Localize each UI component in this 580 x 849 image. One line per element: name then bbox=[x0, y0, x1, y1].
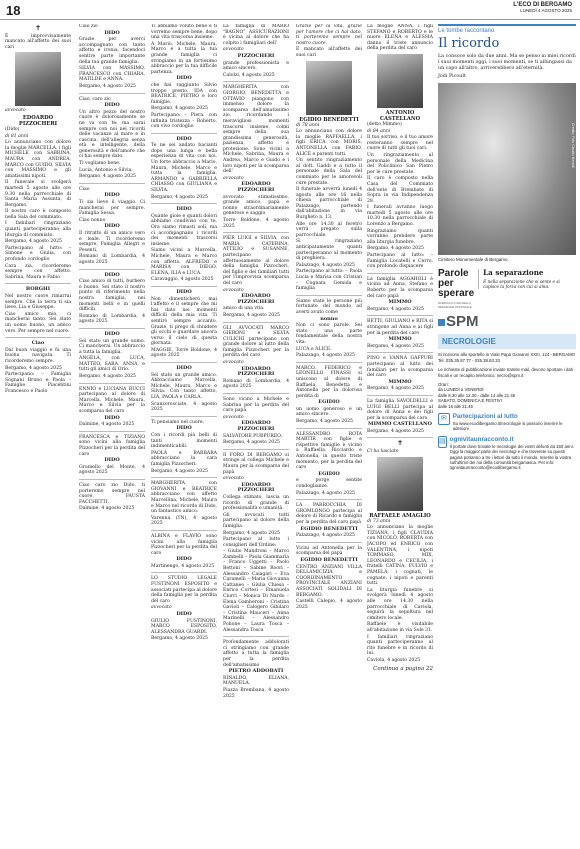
divider bbox=[151, 286, 217, 287]
notice-text: Siamo vicini a Marcella, Michele, Maura e Marco con affetto. ALFREDO e MARISA con DIEGO, ELENA, ILIA e LUCA. bbox=[151, 248, 217, 276]
divider bbox=[296, 542, 362, 543]
info-line: dalle 16 alle 21.45 bbox=[438, 403, 473, 409]
notice-name: nonno bbox=[320, 315, 338, 322]
divider bbox=[151, 572, 217, 573]
divider bbox=[151, 362, 217, 363]
notice-text: Ciao zio bbox=[79, 24, 98, 29]
notice-date: Romano di Lombardia, 4 agosto 2025 bbox=[79, 254, 145, 265]
notice-text: Quante gioie e quanti dolori abbiamo condiviso con te. Ora siamo rimasti soli, ma ci accompagnano i ricordi dei momenti trascorsi insieme. bbox=[151, 213, 217, 247]
title-label: avvocato bbox=[223, 287, 244, 293]
envelope-icon: ✉ bbox=[438, 413, 450, 425]
info-line: da LUNEDÌ a VENERDÌ bbox=[438, 387, 484, 393]
notice-text: La famiglia di MARIO "BAGNO" ASSICURAZIONI è vicina al dolore che ha colpito i famigliari dell' bbox=[223, 24, 289, 46]
notice-name: MIMMO bbox=[388, 336, 412, 343]
notice-date: Calolzi, 4 agosto 2025 bbox=[223, 72, 275, 78]
notice-name: EGIDIO bbox=[318, 470, 340, 477]
parole-subtitle: RUBRICA A CURA DELLA REDAZIONE PASTORALE bbox=[438, 301, 472, 310]
notice-date: Bergamo, 4 agosto 2025 bbox=[223, 312, 280, 318]
divider bbox=[223, 232, 289, 233]
column-3 bbox=[151, 24, 217, 844]
notice-text: Il nostro caro è composto nella Sala del commiato. bbox=[5, 209, 71, 220]
notice-text: Partecipano: – Piera, con infinita tristezza – Roberto, con vivo cordoglio bbox=[151, 112, 217, 130]
notice-name: DIDO bbox=[104, 330, 120, 337]
divider bbox=[223, 81, 289, 82]
column-6 bbox=[367, 24, 433, 846]
divider bbox=[296, 362, 362, 363]
notice-text: FRANCESCA e TIZIANO sono vicini alla famiglia Pizzocheri per la perdita del caro bbox=[79, 434, 145, 457]
notice-text: Dal buon viaggio e fa una buona navigata. Ti ricorderemo sempre. bbox=[5, 347, 71, 364]
notice-text: Ringraziamo quanti vorranno prendere parte alla liturgia funebre. bbox=[367, 228, 433, 245]
notice-text: LUCA e ALICE. bbox=[296, 346, 332, 352]
age: di 73 anni bbox=[367, 518, 391, 524]
notice-text: ALBINA e FLAVIO sono vicini alla famiglia Pizzocheri per la perdita del caro bbox=[151, 533, 217, 556]
notice-intro: È mancato all'affetto dei suoi cari bbox=[296, 47, 362, 58]
notice-text: grande professionista e amico sincero. bbox=[223, 60, 289, 72]
notice-text: Ti vogliamo bene. bbox=[79, 161, 121, 167]
notice-text: PAOLA e BARBARA abbracciano la cara famiglia Pizzocheri. bbox=[151, 450, 217, 467]
notice-date: Romano di Lombardia, 4 agosto 2025 bbox=[79, 313, 145, 325]
notice-name: EDOARDO PIZZOCHERI bbox=[237, 481, 275, 494]
promo-text: Su www.ecodibergamo.it/necrologie si possono inserire le adesioni bbox=[452, 421, 563, 432]
deceased-photo bbox=[15, 52, 61, 106]
divider bbox=[79, 328, 145, 329]
divider bbox=[223, 393, 289, 394]
notice-text: RINALDO, ELIANA, MANUELA. bbox=[223, 675, 289, 687]
notice-text: LO STUDIO LEGALE FUSTINONI ESPOSITO e associati partecipa al dolore della famiglia per la perdita del caro bbox=[151, 576, 217, 604]
notice-date: Bergamo, 4 agosto 2025 bbox=[367, 428, 424, 434]
notice-date: Bergamo, 4 agosto 2025 bbox=[79, 374, 136, 380]
notice-text: avvocato stimatissimo, grande amico, papà e nonno straordinariamente generoso e saggio. bbox=[223, 194, 289, 217]
notice-date: Bergamo, 4 agosto 2025 bbox=[151, 106, 208, 112]
notice-name: EDOARDO PIZZOCHERI bbox=[237, 365, 275, 378]
notice-date: Bergamo, 4 agosto 2025 bbox=[79, 174, 136, 180]
notice-text: Sei stato un grande uomo. Ci mancherai. Un abbraccio a tutta la famiglia. bbox=[79, 338, 145, 355]
notice-date: Bergamo, 4 agosto 2025 bbox=[223, 530, 280, 536]
notice-date: Caviola, 4 agosto 2025 bbox=[367, 657, 421, 663]
spm-logo-text: SPM bbox=[446, 313, 479, 331]
notice-text: La famiglia SAVOLDELLI e LUIGI BELLI partecipa al dolore di Anna e dei figli per la scomparsa del caro bbox=[367, 398, 433, 421]
parole-title: Parole per sperare bbox=[438, 268, 475, 300]
info-line: Le richieste di pubblicazione inviate tramite mail, devono riportare i dati fiscali e un recapito telefonico: necro@spm.it bbox=[438, 367, 573, 378]
notice-text: Partecipano al lutto: – Paola Lucia e Marisa con Cristian – Cognata Gemida e famiglia bbox=[296, 269, 362, 292]
notice-date: Bergamo, 4 agosto 2025 bbox=[5, 239, 62, 245]
notice-text: CENTRO ANZIANI VILLA DELLAMICIZIA e COORDINAMENTO PROVINCIALE ANZIANI ASSOCIATI SOLIDALI DI BERGAMO. bbox=[296, 564, 362, 598]
notice-text: Raffaele è visitabile all'abitazione in via Sole 31. bbox=[367, 622, 433, 633]
cemetery-photo bbox=[438, 83, 576, 255]
nickname: (detto Mimmo) bbox=[367, 121, 402, 127]
notice-text: Partecipano: – Famiglia Sognani Bruno e Paola – Famiglie Piacentini Francesco e Paolo bbox=[5, 372, 71, 394]
contact-info bbox=[438, 352, 576, 409]
info-line: Tel. 035.35.87.77 - 035.38.63.33 bbox=[438, 357, 500, 363]
notice-text: Te ne sei andato bacianti dopo una lunga e bella esperienza di vita con noi. Un forte abbraccio a Mario, Maura, Michele, Marco e tutta la famiglia. ARMANDO e GABRIELLA CHIASSO con GIULIANA e SILVIA. bbox=[151, 143, 217, 194]
promo-title: Partecipazioni al lutto bbox=[452, 413, 518, 421]
notice-text: Sei stato un grande amico. Abbracciamo Marcella, Michele, Maura, Marco e Silvia. Con tanto affetto, LIA, PAOLA e CARLA. bbox=[151, 372, 217, 401]
notice-text: Lo annunciano con dolore la moglie MARCELLA, i figli MICHELE con SABRINA, MAURA con ANDREA, MARCO con GUIDO, SILVIA con MASSIMO e gli amatissimi nipoti. bbox=[5, 140, 71, 179]
divider bbox=[5, 337, 71, 338]
title-label: avvocato bbox=[223, 476, 244, 482]
notice-text: La liturgia funebre si svolgerà lunedì 4 agosto alle ore 14.30 nella parrocchiale di Caviola, seguirà la sepoltura nel cimitero locale. bbox=[367, 587, 433, 621]
title-label: avvocato bbox=[151, 605, 172, 611]
notice-text: Siamo state le persone più fortunate del mondo ad averti avuto come bbox=[296, 298, 362, 315]
notice-text: Partecipano al lutto: – Simone e Giulia, con profondo cordoglio bbox=[5, 245, 71, 263]
notice-text: Ciao amico mio, ci mancherai tanto. Sei stato un uomo buono, un amico vero. Per sempre nel cuore. bbox=[5, 311, 71, 334]
notice-quote: Grazie per la vita, grazie per l'amore che ci hai dato, ti porteremo sempre nel nostro cuore. bbox=[296, 24, 362, 46]
section-title: Il ricordo bbox=[438, 36, 500, 51]
notice-name: BORGHI bbox=[25, 286, 51, 293]
info-line: Orari: bbox=[438, 382, 449, 388]
notice-text: Ciao amico di tutti, burbero e buono. Sei stato il nostro punto di riferimento nella nostra famiglia, nei momenti belli e in quelli difficili. bbox=[79, 279, 145, 313]
notice-text: Ciao bbox=[79, 186, 90, 192]
notice-text: A Mario, Michele, Maura, Marco e a tutta la tua grande famiglia ci stringiamo in un fortissimo abbraccio per la tua difficile partenza. bbox=[151, 41, 217, 75]
notice-text: GIULIO FUSTINONI, MARCO ESPOSITO, ALESSANDRA GUARDI. bbox=[151, 618, 217, 635]
notice-date: Dalmine, 4 agosto 2025 bbox=[79, 506, 135, 512]
notice-name: EDOARDO PIZZOCHERI bbox=[237, 181, 275, 194]
notice-date: Martinengo, 4 agosto 2025 bbox=[151, 563, 215, 569]
spm-logo bbox=[438, 313, 576, 330]
divider bbox=[79, 269, 145, 270]
divider bbox=[151, 203, 217, 204]
promo-text: Il portale dove trovate le necrologie dei vostri defunti da 150 anni. Oggi la maggior parte dei necrologi e che troverete su questi pagina potranno a tre i lettori da tutto il mondo. Inserite la vostra sull'ultimo dei noi della comunità bergamasca. Per info: ognivitaunracconto@ecodibergamo.it bbox=[449, 443, 574, 471]
notice-text: Gli avvocati tutti partecipano al dolore della famiglia. bbox=[223, 512, 289, 529]
section-kicker: Le tombe raccontano bbox=[438, 24, 576, 34]
deceased-name: EDOARDO PIZZOCHERI bbox=[18, 114, 58, 127]
notice-text: Vicini ad Antonella per la scomparsa del papà bbox=[296, 545, 362, 557]
deceased-photo bbox=[377, 457, 423, 511]
notice-name: MIMMO bbox=[388, 299, 412, 306]
notice-date: Varenna (TN), 4 agosto 2025 bbox=[151, 515, 217, 527]
notice-text: BETTI, GIULIANO e RITA si stringono ad Anna e ai figli per la perdita del caro bbox=[367, 319, 433, 336]
notice-text: Ti abbiamo voluto bene e ti vorremo sempre bene, dopo una vita trascorsa insieme. bbox=[151, 24, 217, 41]
notice-date: Palazzago, 4 agosto 2025 bbox=[296, 533, 355, 539]
notice-text: GLI AVVOCATI MARCO GIERONI e SILVIA CULICHI partecipano con grande dolore al lutto della famiglia Pizzocheri per la perdita del caro bbox=[223, 325, 289, 359]
notice-text: PIER LUIGI e SILVIA, con MARIA CATERINA, ATTILIO e SUSANNE, partecipano affettuosamente al dolore della famiglia Pizzocheri, del figlio e dei familiari tutti per l'improvvisa scomparsa del caro bbox=[223, 236, 289, 286]
title-label: avvocato bbox=[5, 108, 26, 114]
age: di 81 anni bbox=[5, 133, 29, 139]
notice-name: DIDO bbox=[104, 414, 120, 421]
divider bbox=[223, 636, 289, 637]
notice-text: Ciao nonno bbox=[79, 217, 106, 223]
right-sidebar bbox=[438, 24, 576, 471]
column-4 bbox=[223, 24, 289, 844]
divider bbox=[79, 383, 145, 384]
notice-text: Grazie per averci accompagnato con tanto affetto e ironia, facendoci sentire parte importante della tua grande famiglia. bbox=[79, 37, 145, 65]
divider bbox=[79, 93, 145, 94]
notice-text: Il tuo sorriso, e il tuo amore resteranno sempre nel cuore di tutti gli tuoi cari. bbox=[367, 135, 433, 152]
divider bbox=[367, 273, 433, 274]
notice-date: Palazzago, 4 agosto 2025 bbox=[296, 490, 355, 496]
notice-text: Collega stimato, lascia un ricordo di grande di professionalità e umanità. bbox=[223, 494, 289, 512]
promo-title[interactable]: ognivitaunracconto.it bbox=[449, 435, 514, 443]
quote-author: Jodi Picoult bbox=[438, 74, 466, 80]
promo-ognivita bbox=[438, 436, 576, 471]
photo-credit: Credito: Foto Claudio Benedi bbox=[571, 123, 575, 169]
age: di 84 anni bbox=[367, 128, 391, 134]
divider bbox=[296, 428, 362, 429]
notice-date: Bergamo, 4 agosto 2025 bbox=[296, 419, 353, 425]
divider bbox=[151, 416, 217, 417]
notice-name: MIMMO CASTELLANO bbox=[368, 421, 432, 428]
title-label: avvocato bbox=[223, 414, 244, 420]
notice-name: DIDO bbox=[104, 223, 120, 230]
logo-square-icon bbox=[438, 319, 445, 326]
notice-name: DIDO bbox=[176, 425, 192, 432]
notice-text: Partecipano al lutto i consiglieri dell'Ordine: bbox=[223, 537, 289, 548]
notice-text: Il caro è composto nella Casa del Commiato dell'ente di Brembate di Sopra in via Indipendenza 28. bbox=[367, 176, 433, 204]
notice-text: Sono vicino a Michele e Sabrina per la perdita del caro papà bbox=[223, 397, 289, 414]
parole-text: È nella separazione che si sente e si capisce la forza con cui si ama. bbox=[483, 279, 560, 290]
page-number: 18 bbox=[6, 3, 21, 18]
notice-date: Castelli Calepio, 4 agosto 2025 bbox=[296, 599, 362, 610]
notice-text: Un sentito ringraziamento al dott. Gaddi e a tutto il personale della Sala del commiato per le amorevoli cure prestate. bbox=[296, 158, 362, 186]
notice-name: DIDO bbox=[176, 135, 192, 142]
divider bbox=[296, 295, 362, 296]
issue-date: LUNEDÌ 4 AGOSTO 2025 bbox=[520, 8, 572, 13]
notice-text: Non ci sono parole. Sei stato una parte fondamentale della nostra vita. bbox=[296, 323, 362, 345]
notice-text: Con i ricordi più belli di tanti momenti indimenticabili. bbox=[151, 433, 217, 450]
notice-date: Bergamo, 4 agosto 2025 bbox=[367, 386, 424, 392]
notice-name: EGIDIO BENEDETTI bbox=[300, 556, 358, 563]
age: di 78 anni bbox=[296, 122, 320, 128]
notice-date: Bergamo, 4 agosto 2025 bbox=[151, 468, 208, 474]
notice-text: PINO e VANNA GAFFURI partecipano al lutto dei familiari per la scomparsa del caro bbox=[367, 356, 433, 379]
notice-text: I familiari ringraziano quanti parteciperanno al rito funebre e in ricordo di lui. bbox=[367, 634, 433, 657]
continuation-note: Continua a pagina 22 bbox=[373, 665, 433, 672]
deceased-photo bbox=[377, 54, 423, 108]
parole-box bbox=[438, 269, 576, 309]
notice-date: Bergamo, 4 agosto 2025 bbox=[367, 306, 424, 312]
divider bbox=[79, 479, 145, 480]
notice-date: Dalmine, 4 agosto 2025 bbox=[79, 422, 135, 428]
notice-date: Bergamo, 4 agosto 2025 bbox=[79, 83, 136, 89]
notice-text: SALVATORE PUBPUREO. bbox=[223, 433, 283, 439]
divider bbox=[367, 437, 433, 438]
promo-partecipazioni bbox=[438, 413, 576, 432]
notice-text: Ti sia lieve il viaggio. Ci mancherai per sempre. Famiglia Sessa. bbox=[79, 200, 145, 217]
notice-date: MAGGIE, Torre Boldone, 4 agosto 2025 bbox=[151, 347, 217, 359]
notice-name: DIDO bbox=[176, 288, 192, 295]
notice-date: Grumello del Monte, 4 agosto 2025 bbox=[79, 464, 145, 476]
notice-name: PIZZOCHERI bbox=[237, 52, 275, 59]
notice-text: Partecipano al lutto: – Famiglia Locatelli e Cerro, con profondo dispiacere bbox=[367, 253, 433, 270]
notice-text: MARGHERITA con GIOVANNI e BEATRICE abbracciano con affetto Marcellina, Michele, Maura e Marco nel ricordo di Dido, un fantastico amico. bbox=[151, 481, 217, 515]
divider bbox=[79, 183, 145, 184]
notice-date: Bergamo, 4 agosto 2025 bbox=[367, 343, 424, 349]
notice-text: amico di una vita. bbox=[223, 306, 265, 312]
column-1 bbox=[5, 24, 71, 844]
page-header bbox=[0, 0, 580, 20]
notice-date: Bergamo, 4 agosto 2025 bbox=[151, 194, 208, 200]
notice-text: Lo annunciano con dolore la moglie RAFFAELLA, i figli ERICA con MORIS, ANTONELLA con FABIO, ALICE e parenti tutti. bbox=[296, 129, 362, 157]
notice-name: DIDO bbox=[104, 271, 120, 278]
divider bbox=[223, 322, 289, 323]
notice-date: Bergamo, 4 agosto 2025 bbox=[223, 440, 280, 446]
notice-date: Caravaggio, 4 agosto 2025 bbox=[151, 277, 214, 283]
info-line: SABATO, DOMENICA E FESTIVI bbox=[438, 398, 502, 404]
quote-text: La consoce solo da due anni. Ma se penso ai miei ricordi i suoi momenti oggi, i suoi momenti, se ti allungassi da un capo all'altro, arriverebbero all'eternità. bbox=[438, 54, 576, 71]
notice-text: Il FORO DI BERGAMO si stringe al collega Michele e Maura per la scomparsa del papà bbox=[223, 452, 289, 475]
notice-name: EDOARDO PIZZOCHERI bbox=[237, 420, 275, 432]
notice-date: Palazzago, 4 agosto 2025 bbox=[296, 353, 355, 359]
divider bbox=[367, 352, 433, 353]
notice-date: Bergamo, 4 agosto 2025 bbox=[367, 246, 424, 252]
notice-name: DIDO bbox=[176, 556, 192, 563]
notice-date: Bergamo, 4 agosto 2025 bbox=[151, 636, 208, 642]
notice-intro: La moglie ANNA, i figli STEFANO e ROBERTO e le nuore ELENA e ALESSIA danno il triste annuncio della perdita del caro bbox=[367, 24, 433, 52]
notice-text: Nel nostro cuore rimarrai sempre. Che la terra ti sia lieve. Lia e Giuseppe. bbox=[5, 294, 71, 311]
notice-name: PIETRO ADDOBATI bbox=[228, 668, 284, 675]
column-2 bbox=[79, 24, 145, 844]
notice-name: Ciao bbox=[31, 340, 45, 347]
divider bbox=[223, 449, 289, 450]
notice-text: ENNIO e LUCIANA RUCCI partecipano al dolore di Marcella, Michele, Maura, Marco e Silvia per la scomparsa del caro bbox=[79, 386, 145, 415]
notice-date: Torre Boldone, 4 agosto 2025 bbox=[223, 218, 289, 229]
info-line: Si ricevono allo sportello in Viale Papa Giovanni XXIII, 124 - BERGAMO bbox=[438, 352, 576, 358]
notice-name: DIDO bbox=[176, 365, 192, 372]
notice-text: Un altro pezzo del nostro cuore è dolorosamente se ne va con te: ma sarai sempre con noi nei ricordi delle vacanze al mare e in cascina, dell'allegria senza età e intelligente, della generosità e dell'amore che ci hai sempre dato. bbox=[79, 109, 145, 160]
notice-intro: Ci ha lasciato bbox=[367, 449, 399, 455]
notice-text: MARCO, FEDERICO e LEONELLO FINASSI si uniscono al dolore di Raffaela, Benedetta e Antonella per la dolorosa perdita di bbox=[296, 365, 362, 399]
divider bbox=[151, 530, 217, 531]
notice-date: Romano di Lombardia, 4 agosto 2025 bbox=[223, 378, 289, 390]
notice-text: Profondamente addolorati ci stringiamo con grande affetto a tutta la famiglia per la perdita dell'amatissimo bbox=[223, 640, 289, 668]
notice-text: Ciao, caro zio bbox=[79, 96, 111, 102]
notice-name: MIMMO bbox=[388, 378, 412, 385]
masthead bbox=[513, 2, 572, 13]
notice-name: DIDO bbox=[104, 29, 120, 36]
notice-date: Bergamo, 4 agosto 2025 bbox=[5, 365, 62, 371]
notice-name: DIDO bbox=[176, 611, 192, 618]
divider bbox=[151, 133, 217, 134]
divider bbox=[367, 315, 433, 316]
notice-text: Il funerale si svolgerà martedì 5 agosto alle ore 9.30 nella parrocchiale di Santa Maria Assunta, di Bergamo. bbox=[5, 180, 71, 208]
notice-text: un uomo generoso e un amico sincero. bbox=[296, 406, 362, 418]
nickname: (Dido) bbox=[5, 126, 20, 132]
notice-date: Palazzago, 4 agosto 2025 bbox=[296, 262, 355, 268]
notice-name: EGIDIO BENEDETTI bbox=[300, 525, 358, 532]
divider bbox=[296, 499, 362, 500]
notice-date: Piazza Brembana, 4 agosto 2025 bbox=[223, 687, 289, 699]
notice-name: EGIDIO bbox=[318, 399, 340, 406]
notice-text: Alle ore 14.30 al feretro verrà pregato sulla parrocchiale. bbox=[296, 221, 362, 238]
notice-text: che hai raggiunto Silvio troppo presto. IDA con BEATRICE, PIETRO e loro famiglie. bbox=[151, 82, 217, 105]
notice-name: DIDO bbox=[176, 206, 192, 213]
notice-text: Lo annunciano la moglie TIZIANA, i figli CLAUDIA con NICOLÒ, ROBERTA con JACOPO ed ENRICO con VALENTINA, i nipoti TOMMASO, MIX, LEONARDO e CECILIA, i fratelli CATINA, FULVIO e PAMELA, i cognati, le cognate, i nipoti e parenti tutti. bbox=[367, 525, 433, 587]
divider bbox=[367, 395, 433, 396]
divider bbox=[79, 431, 145, 432]
photo-caption: Cimitero Monumentale di Bergamo bbox=[438, 257, 508, 263]
notice-text: Il funerale avverrà lunedì 4 agosto alle ore 16 nella chiesa parrocchiale di Palazzago, partendo dall'abitazione in via Burgheto n. 13. bbox=[296, 187, 362, 221]
deceased-name: RAFFAELE AMAGLIO bbox=[369, 512, 431, 519]
notice-text: I familiari ringraziano quanti parteciperanno alla liturgia di commiato. bbox=[5, 221, 71, 238]
notice-text: SILVIA con MASSIMO, FRANCESCO con CHIARA, MATILDE e ANNA. bbox=[79, 66, 145, 83]
divider bbox=[151, 477, 217, 478]
notice-text: – Giulio Mandroni – Marco Zambelli – Paola Giammaria – Franco Uggetti – Paolo Bettoni – Sabine Roori – Alessandro Caiagari – Eva Caramelli – Maria Giovanna Cattaneo – Giulia Chiesa – Enrico Cortesi – Emanuela Ciurri – Monica Di Nardo – Elena Gamberoni – Cristina Gavioli – Calogero Gibilaro – Cristina Mauceri – Anna Marinelli – Alessandro Polione – Laura Tosca – Alessandra Tosca bbox=[223, 549, 289, 633]
notice-date: Scanzorosciate, 4 agosto 2025 bbox=[151, 401, 217, 413]
notice-text: Ciao caro zio Dido, ti porteremo sempre nel cuore. FAUSTA FACCHETTI. bbox=[79, 482, 145, 505]
notice-text: Lucia, Antonio e Silvia. bbox=[79, 167, 133, 173]
notice-text: I funerali avranno luogo martedì 5 agosto alle ore 10.30 nella parrocchiale di Lorenzo a Bergamo. bbox=[367, 205, 433, 228]
notice-text: e porge sentite condoglianze. bbox=[296, 478, 362, 489]
divider bbox=[5, 283, 71, 284]
cross-icon: ✝ bbox=[397, 439, 403, 448]
deceased-name: ANTONIO CASTELLANO bbox=[379, 109, 421, 122]
notice-text: LA PARROCCHIA DI GROMLONGO partecipa al dolore di Ricardo e famiglia per la perdita del caro papà bbox=[296, 503, 362, 525]
notice-text: MARGHERITA con GIORGIO, BENEDETTA e OTTAVIO piangono con immenso dolore la scomparsa dell'amatissimo zio, ricordando i meravigliosi momenti trascorsi insieme, colmi sempre della sua grandissima generosità, pazienza, affetto e protezione. Sono vicini a Michele, Sabrina, Maura e Andrea, Marco e Guido e i loro nipoti per la scomparsa dell' bbox=[223, 85, 289, 175]
notice-text: Il ritratto di un amico vero e leale. Ti ricorderemo sempre. Famiglia Allegri e Pesenti. bbox=[79, 231, 145, 253]
notice-text: La famiglia AGGAHOLI è vicina ad Anna, Stefano e Roberto per la scomparsa del caro papà bbox=[367, 276, 433, 299]
notice-name: DIDO bbox=[104, 102, 120, 109]
info-line: dalle 8.30 alle 12.30 - dalle 14 alle 21.45 bbox=[438, 392, 516, 398]
cross-icon: ✝ bbox=[35, 24, 41, 32]
notice-text: Un ringraziamento al personale della Medicina del Policlinico San Pietro per le cure prestate. bbox=[367, 152, 433, 175]
title-label: avvocato bbox=[223, 175, 244, 181]
notice-name: DIDO bbox=[104, 192, 120, 199]
notice-text: ALESSANDRO ROTA MARTIR con figlie e rispettive famiglie è vicino a Raffaella, Ricciardo e Antonella, in questo triste momento, per la perdita del caro bbox=[296, 431, 362, 471]
paper-name: L'ECO DI BERGAMO bbox=[513, 2, 572, 8]
book-icon: ▤ bbox=[438, 436, 447, 448]
notice-name: DIDO bbox=[104, 457, 120, 464]
notice-intro: È improvvisamente mancato all'affetto dei suoi cari bbox=[5, 33, 71, 50]
notice-name: EDOARDO PIZZOCHERI bbox=[237, 293, 275, 305]
notice-text: ANGELA, con LUCA, MATTEO, SARA, ANNA, e tutti gli amici di Orio. bbox=[79, 356, 145, 373]
notice-text: Non dimenticherò mai l'affetto e il sempre che mi hai dato nei momenti difficili della mia vita. Ti sentirò sempre accanto. Grazie, ti prego di chiudere gli occhi e guardare ancora verso il cielo di questa giornata. bbox=[151, 296, 217, 347]
notice-text: Si ringraziano anticipatamente quanti parteciperanno al momento di preghiera. bbox=[296, 239, 362, 262]
deceased-name: EGIDIO BENEDETTI bbox=[299, 116, 359, 123]
notice-text: Ti pensiamo nel cuore. bbox=[151, 419, 205, 425]
notice-text: Cara zia, ricorderemo sempre con affetto. Sabrina, Maura e Fabio bbox=[5, 263, 71, 280]
title-label: avvocato bbox=[223, 47, 244, 53]
parole-heading: La separazione bbox=[483, 268, 544, 278]
column-5 bbox=[296, 24, 362, 844]
deceased-photo bbox=[306, 61, 352, 115]
notice-name: DIDO bbox=[176, 75, 192, 82]
necrologie-band: NECROLOGIE bbox=[438, 334, 576, 349]
title-label: avvocato bbox=[223, 360, 244, 366]
